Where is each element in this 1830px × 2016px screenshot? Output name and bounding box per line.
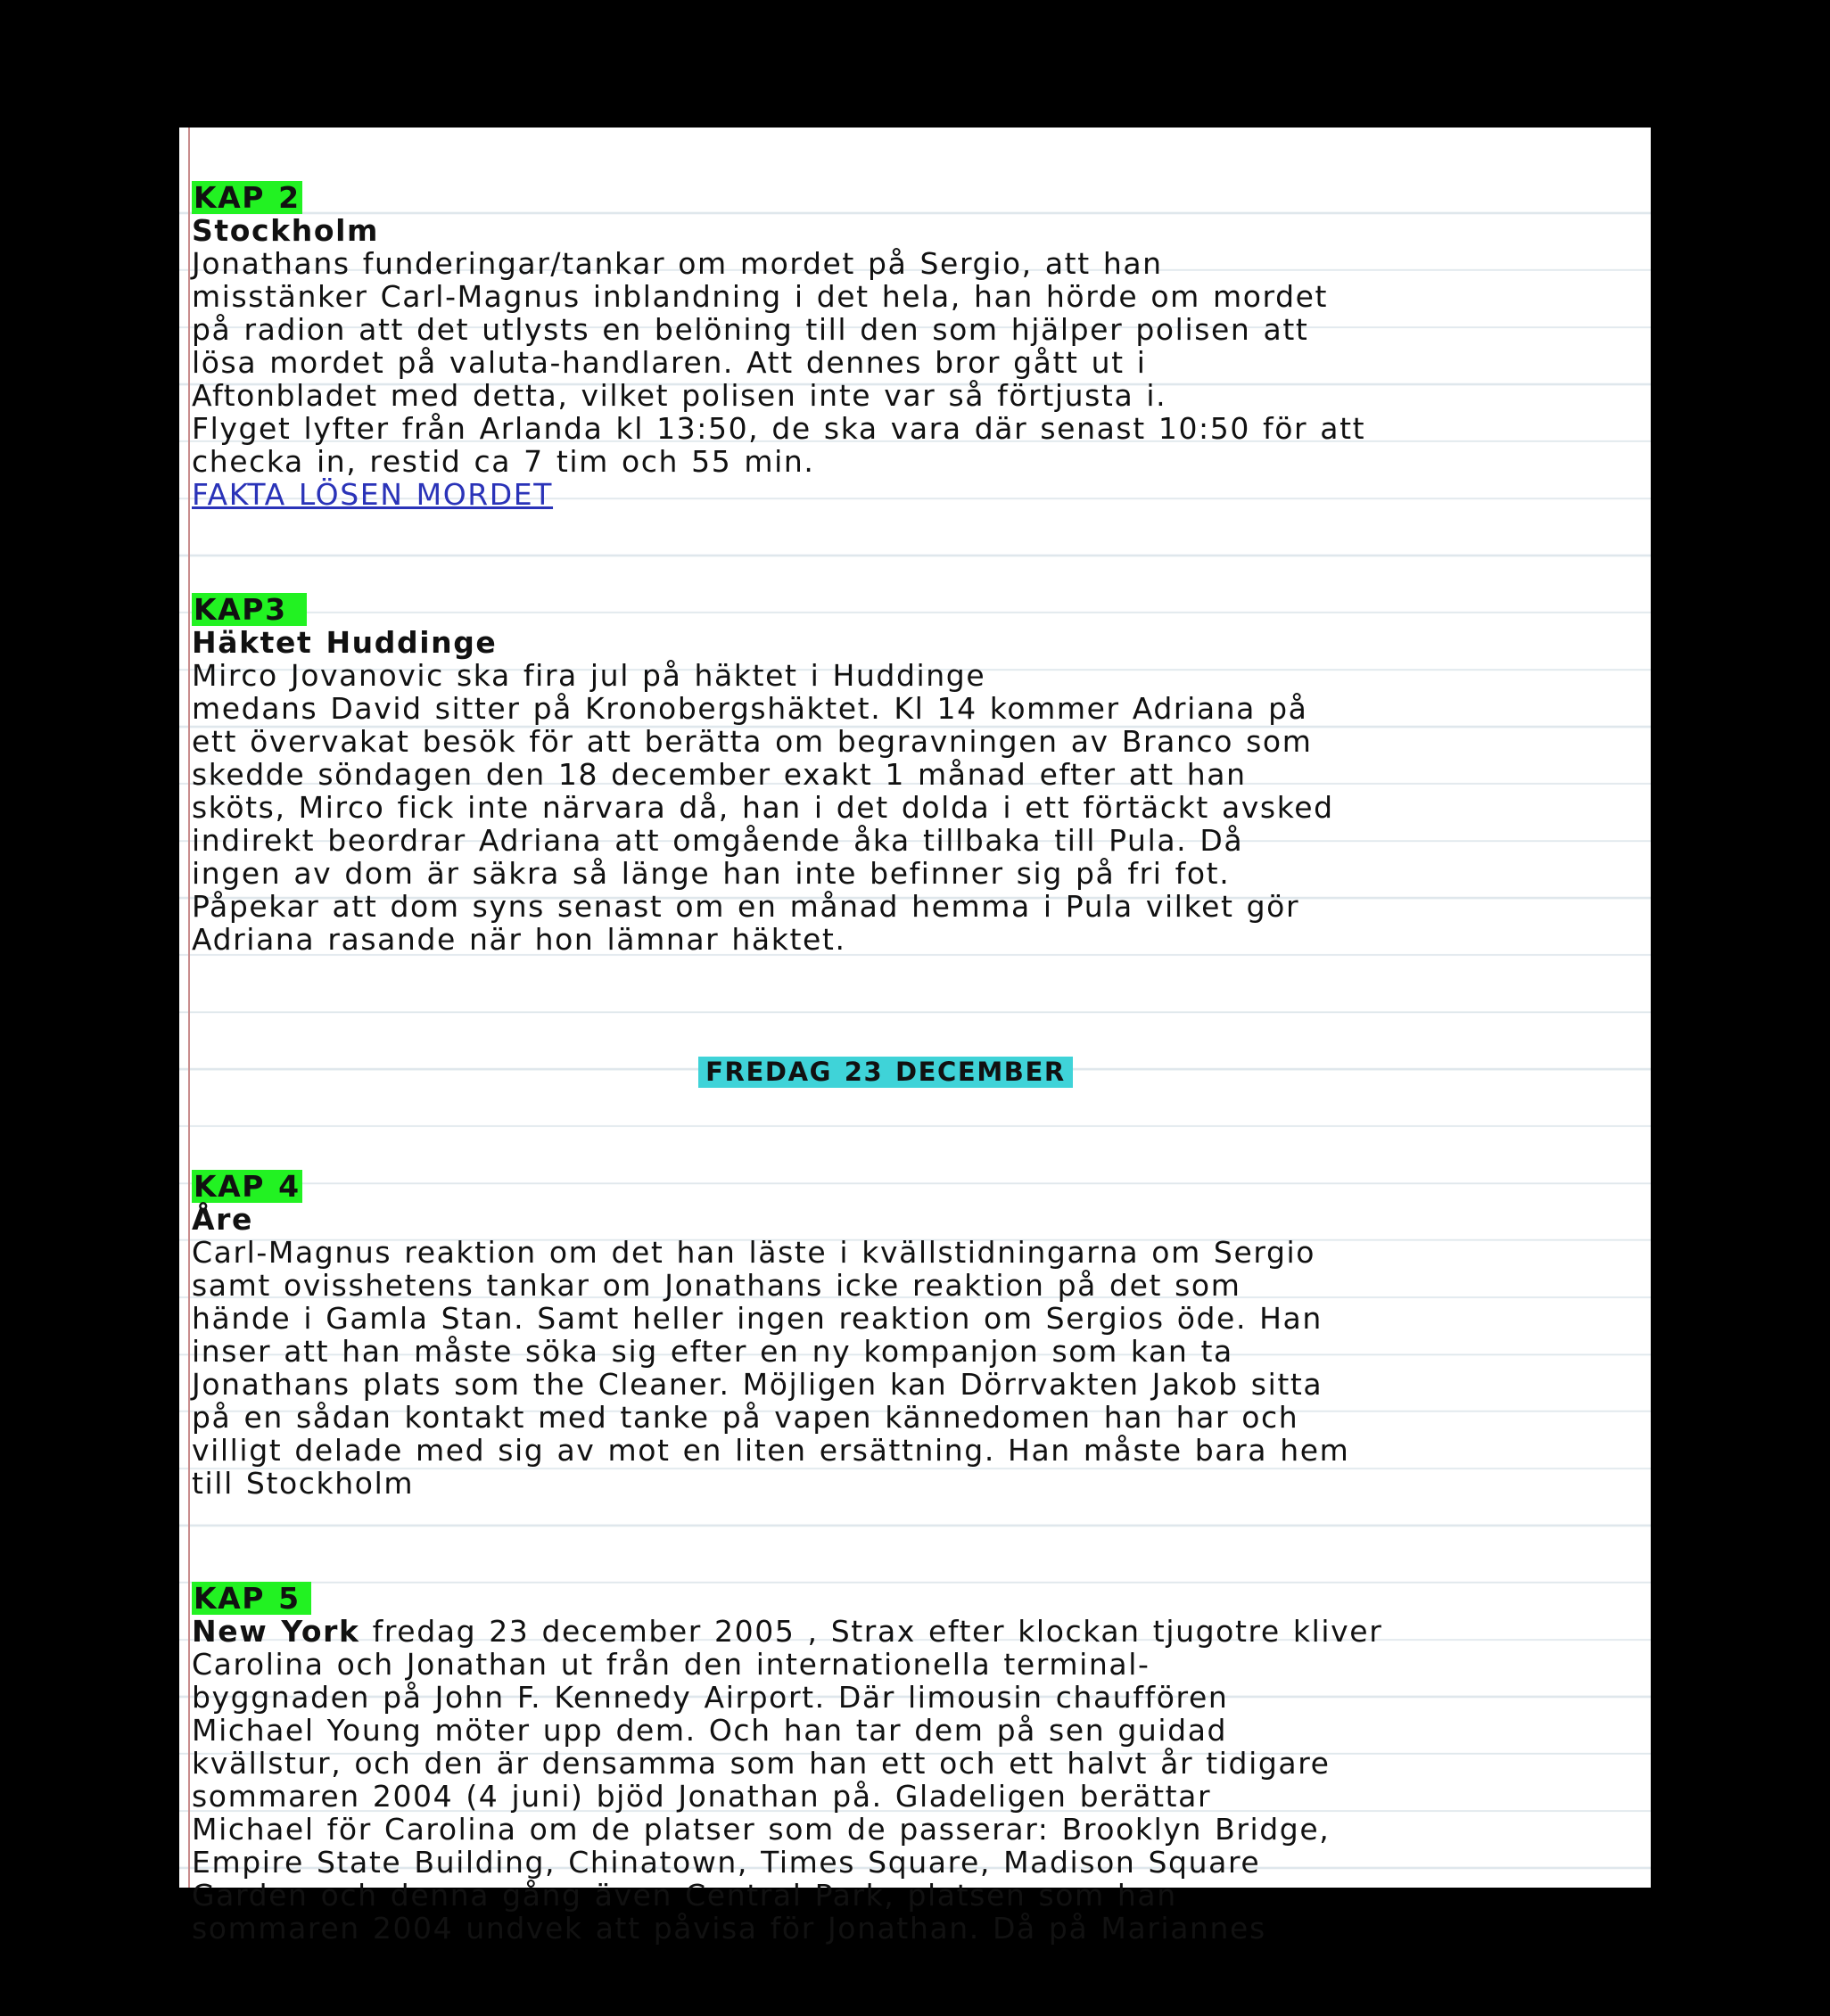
text-line: Carl-Magnus reaktion om det han läste i kvällstidningarna om Sergio — [192, 1235, 1316, 1270]
chapter-section — [192, 181, 1636, 511]
text-line: sommaren 2004 undvek att påvisa för Jonathan. Då på Mariannes — [192, 1911, 1266, 1946]
chapter-place: New York — [192, 1614, 360, 1649]
text-line: på en sådan kontakt med tanke på vapen kännedomen han har och — [192, 1400, 1299, 1435]
text-line — [192, 1615, 1636, 1648]
text-line: Carolina och Jonathan ut från den internationella terminal- — [192, 1647, 1150, 1682]
date-heading-row — [192, 1054, 1636, 1088]
chapter-label: KAP3 — [192, 593, 307, 626]
text-line: Jonathans plats som the Cleaner. Möjligen kan Dörrvakten Jakob sitta — [192, 1367, 1323, 1402]
text-line: Aftonbladet med detta, vilket polisen inte var så förtjusta i. — [192, 378, 1167, 413]
chapter-body — [192, 659, 1636, 956]
text-line: lösa mordet på valuta-handlaren. Att dennes bror gått ut i — [192, 345, 1147, 380]
text-line: ingen av dom är säkra så länge han inte befinner sig på fri fot. — [192, 856, 1231, 891]
text-line: sommaren 2004 (4 juni) bjöd Jonathan på. Gladeligen berättar — [192, 1779, 1212, 1814]
text-line: Adriana rasande när hon lämnar häktet. — [192, 922, 846, 957]
text-line: till Stockholm — [192, 1466, 415, 1501]
date-heading: FREDAG 23 DECEMBER — [698, 1057, 1073, 1088]
text-line: samt ovisshetens tankar om Jonathans icke reaktion på det som — [192, 1268, 1241, 1303]
fakta-losen-mordet-link[interactable]: FAKTA LÖSEN MORDET — [192, 477, 554, 512]
text-line: Jonathans funderingar/tankar om mordet på Sergio, att han — [192, 246, 1163, 281]
text-line: villigt delade med sig av mot en liten ersättning. Han måste bara hem — [192, 1433, 1350, 1468]
document-page — [179, 128, 1651, 1946]
chapter-section — [192, 1170, 1636, 1500]
text-line: Påpekar att dom syns senast om en månad hemma i Pula vilket gör — [192, 889, 1300, 924]
text-line: Garden och denna gång även Central Park, platsen som han — [192, 1878, 1177, 1913]
text-line: skedde söndagen den 18 december exakt 1 månad efter att han — [192, 757, 1247, 792]
text-line: Michael Young möter upp dem. Och han tar dem på sen guidad — [192, 1713, 1228, 1748]
spacer — [192, 511, 1636, 593]
chapter-label: KAP 5 — [192, 1582, 311, 1615]
text-line: Mirco Jovanovic ska fira jul på häktet i Huddinge — [192, 658, 986, 693]
text-line: indirekt beordrar Adriana att omgående åka tillbaka till Pula. Då — [192, 823, 1244, 858]
spacer — [192, 1500, 1636, 1582]
chapter-place: Häktet Huddinge — [192, 625, 498, 660]
text-line: Michael för Carolina om de platser som de passerar: Brooklyn Bridge, — [192, 1812, 1331, 1847]
chapter-place: Åre — [192, 1202, 253, 1237]
chapter-section — [192, 593, 1636, 956]
text-line: ett övervakat besök för att berätta om begravningen av Branco som — [192, 724, 1313, 759]
spacer — [192, 1088, 1636, 1170]
chapter-body — [192, 1236, 1636, 1500]
text-line: misstänker Carl-Magnus inblandning i det hela, han hörde om mordet — [192, 279, 1329, 314]
text-line: sköts, Mirco fick inte närvara då, han i det dolda i ett förtäckt avsked — [192, 790, 1334, 825]
chapter-section — [192, 1582, 1636, 1945]
chapter-body — [192, 247, 1636, 478]
text-line: checka in, restid ca 7 tim och 55 min. — [192, 444, 815, 479]
text-line: på radion att det utlysts en belöning till den som hjälper polisen att — [192, 312, 1309, 347]
text-line: Flyget lyfter från Arlanda kl 13:50, de ska vara där senast 10:50 för att — [192, 411, 1366, 446]
text-line: Empire State Building, Chinatown, Times Square, Madison Square — [192, 1845, 1261, 1880]
text-line: byggnaden på John F. Kennedy Airport. Där limousin chauffören — [192, 1680, 1229, 1715]
text-line: hände i Gamla Stan. Samt heller ingen reaktion om Sergios öde. Han — [192, 1301, 1323, 1336]
text-line-rest: fredag 23 december 2005 , Strax efter klockan tjugotre kliver — [359, 1614, 1383, 1649]
chapter-label: KAP 4 — [194, 1169, 301, 1204]
text-line: inser att han måste söka sig efter en ny kompanjon som kan ta — [192, 1334, 1233, 1369]
chapter-place: Stockholm — [192, 213, 379, 248]
text-line: kvällstur, och den är densamma som han ett och ett halvt år tidigare — [192, 1746, 1331, 1781]
chapter-body — [192, 1648, 1636, 1945]
text-line: medans David sitter på Kronobergshäktet. Kl 14 kommer Adriana på — [192, 691, 1308, 726]
document-content — [192, 181, 1636, 1945]
spacer — [192, 956, 1636, 1054]
chapter-label: KAP 2 — [194, 180, 301, 215]
margin-line — [188, 128, 190, 1888]
